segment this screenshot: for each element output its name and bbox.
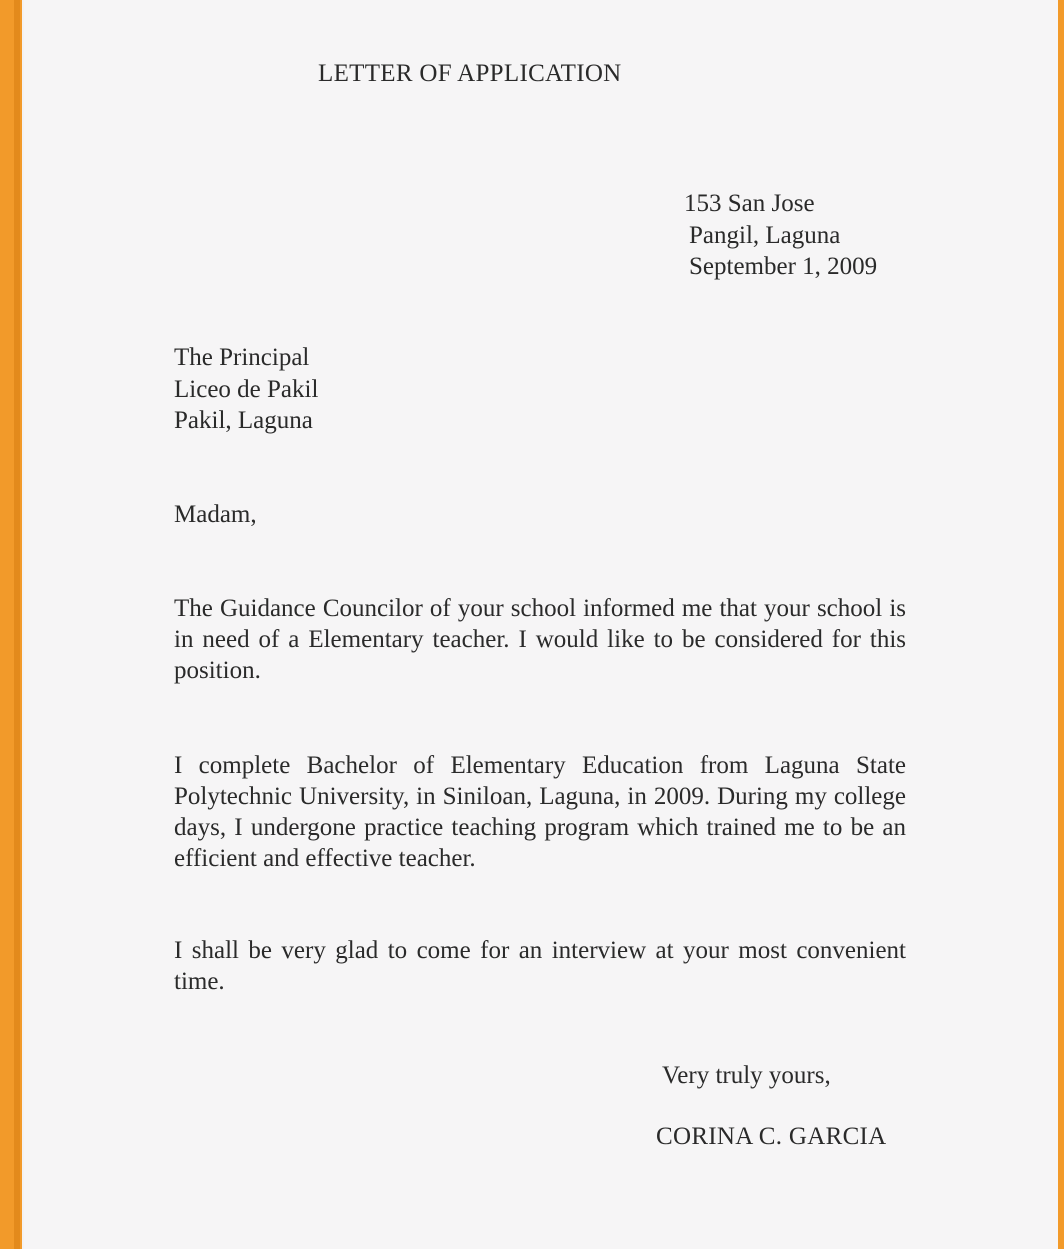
- complimentary-closing: Very truly yours,: [662, 1062, 831, 1089]
- recipient-address-block: [174, 342, 318, 437]
- recipient-line-3: Pakil, Laguna: [174, 407, 313, 434]
- sender-street: 153 San Jose: [684, 190, 815, 217]
- body-paragraph-2: I complete Bachelor of Elementary Education from Laguna State Polytechnic University, in Siniloan, Laguna, in 2009. During my college days, I undergone practice teaching program which trained me to be an efficient and effective teacher.: [174, 752, 906, 872]
- orange-border-right: [1058, 0, 1064, 1249]
- recipient-line-1: The Principal: [174, 344, 310, 371]
- letter-date: September 1, 2009: [689, 253, 878, 280]
- orange-border-left-inner: [14, 0, 20, 1249]
- body-paragraph-3: I shall be very glad to come for an interview at your most convenient time.: [174, 937, 906, 995]
- signature-name: CORINA C. GARCIA: [656, 1123, 887, 1150]
- sender-address-block: [684, 188, 877, 283]
- sender-city: Pangil, Laguna: [689, 221, 841, 249]
- recipient-line-2: Liceo de Pakil: [174, 375, 319, 403]
- letter-title: LETTER OF APPLICATION: [318, 60, 622, 87]
- body-paragraph-1: The Guidance Councilor of your school informed me that your school is in need of a Elementary teacher. I would like to be considered for this position.: [174, 595, 906, 684]
- salutation: Madam,: [174, 501, 257, 528]
